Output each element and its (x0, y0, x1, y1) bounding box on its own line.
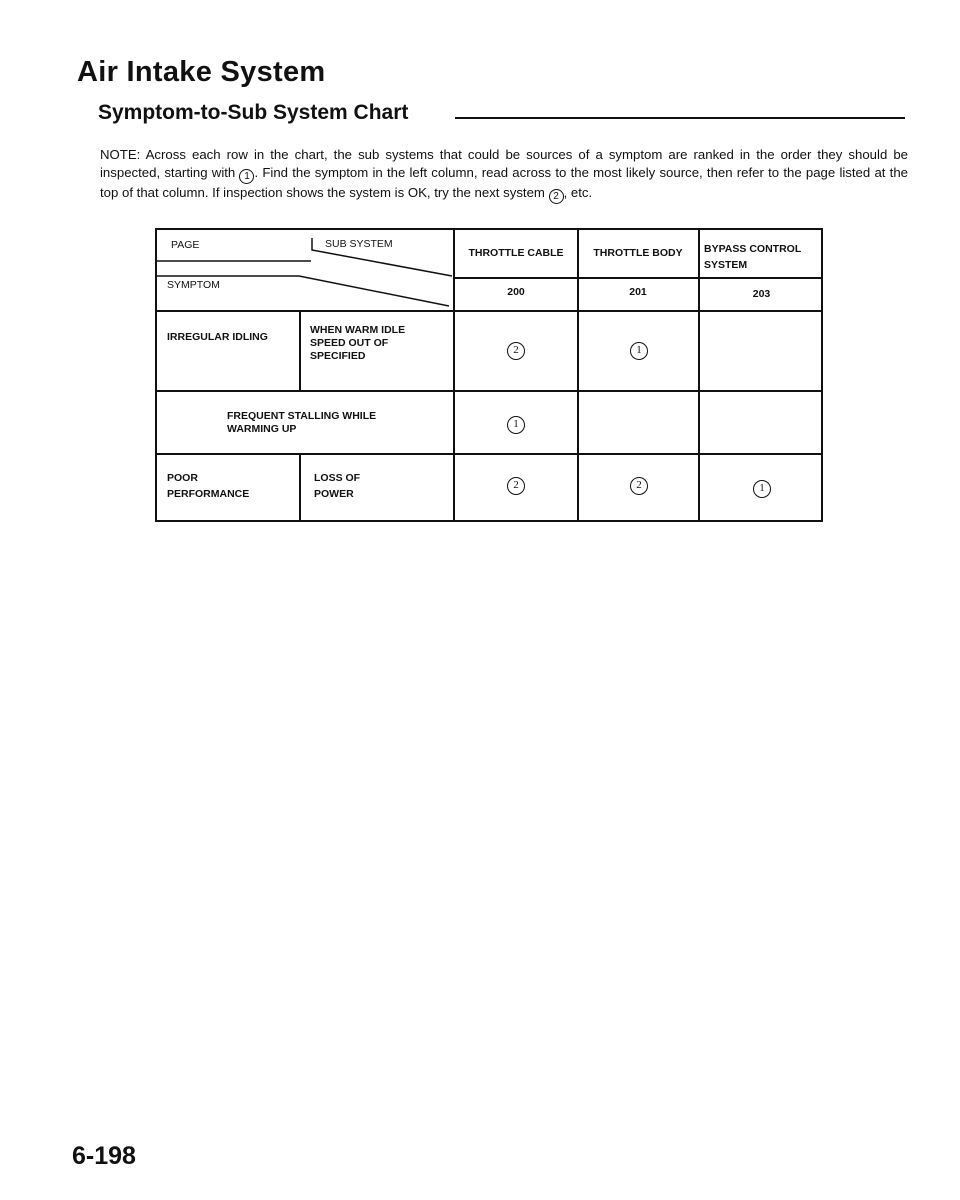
note-paragraph (100, 146, 908, 204)
rank-mark: 1 (630, 342, 648, 360)
grid-line (157, 390, 823, 392)
rank-mark: 1 (507, 416, 525, 434)
column-page-203: 203 (752, 288, 771, 300)
symptom-poor-performance: POOR PERFORMANCE (167, 472, 250, 500)
rank-mark: 2 (507, 477, 525, 495)
page-label: PAGE (171, 239, 200, 251)
note-text-2: . Find the symptom in the left column, read across to the most likely source, then refer to the page listed at the top of that column. If inspection shows the system is OK, try the next system (100, 165, 908, 200)
note-text-3: , etc. (563, 185, 593, 200)
grid-line (698, 230, 700, 520)
circled-two-icon: 2 (549, 189, 564, 204)
page-number: 6-198 (72, 1142, 136, 1170)
column-header-bypass-control: BYPASS CONTROL SYSTEM (704, 243, 802, 271)
symptom-label: SYMPTOM (167, 279, 220, 291)
column-header-throttle-cable: THROTTLE CABLE (468, 247, 564, 259)
condition-loss-of-power: LOSS OF POWER (314, 472, 361, 500)
column-page-200: 200 (507, 286, 525, 298)
note-text-1: NOTE: Across each row in the chart, the sub systems that could be sources of a symptom are ranked in the order they should be inspected, starting with (100, 147, 908, 180)
sub-system-label: SUB SYSTEM (325, 238, 393, 250)
grid-line (577, 230, 579, 520)
section-rule (455, 117, 905, 119)
condition-when-warm: WHEN WARM IDLE SPEED OUT OF SPECIFIED (310, 324, 406, 362)
column-page-201: 201 (629, 286, 647, 298)
symptom-irregular-idling: IRREGULAR IDLING (167, 331, 268, 343)
column-header-throttle-body: THROTTLE BODY (593, 247, 683, 259)
grid-line (453, 230, 455, 520)
page-title: Air Intake System (77, 56, 326, 88)
circled-one-icon: 1 (239, 169, 254, 184)
rank-mark: 2 (630, 477, 648, 495)
grid-line (299, 312, 301, 390)
header-diagonal-divider (157, 230, 457, 316)
section-title: Symptom-to-Sub System Chart (98, 101, 409, 124)
symptom-chart-table (155, 228, 823, 522)
rank-mark: 1 (753, 480, 771, 498)
rank-mark: 2 (507, 342, 525, 360)
grid-line (453, 277, 823, 279)
grid-line (299, 454, 301, 520)
grid-line (157, 310, 823, 312)
symptom-frequent-stalling: FREQUENT STALLING WHILE WARMING UP (227, 410, 377, 435)
grid-line (157, 453, 823, 455)
